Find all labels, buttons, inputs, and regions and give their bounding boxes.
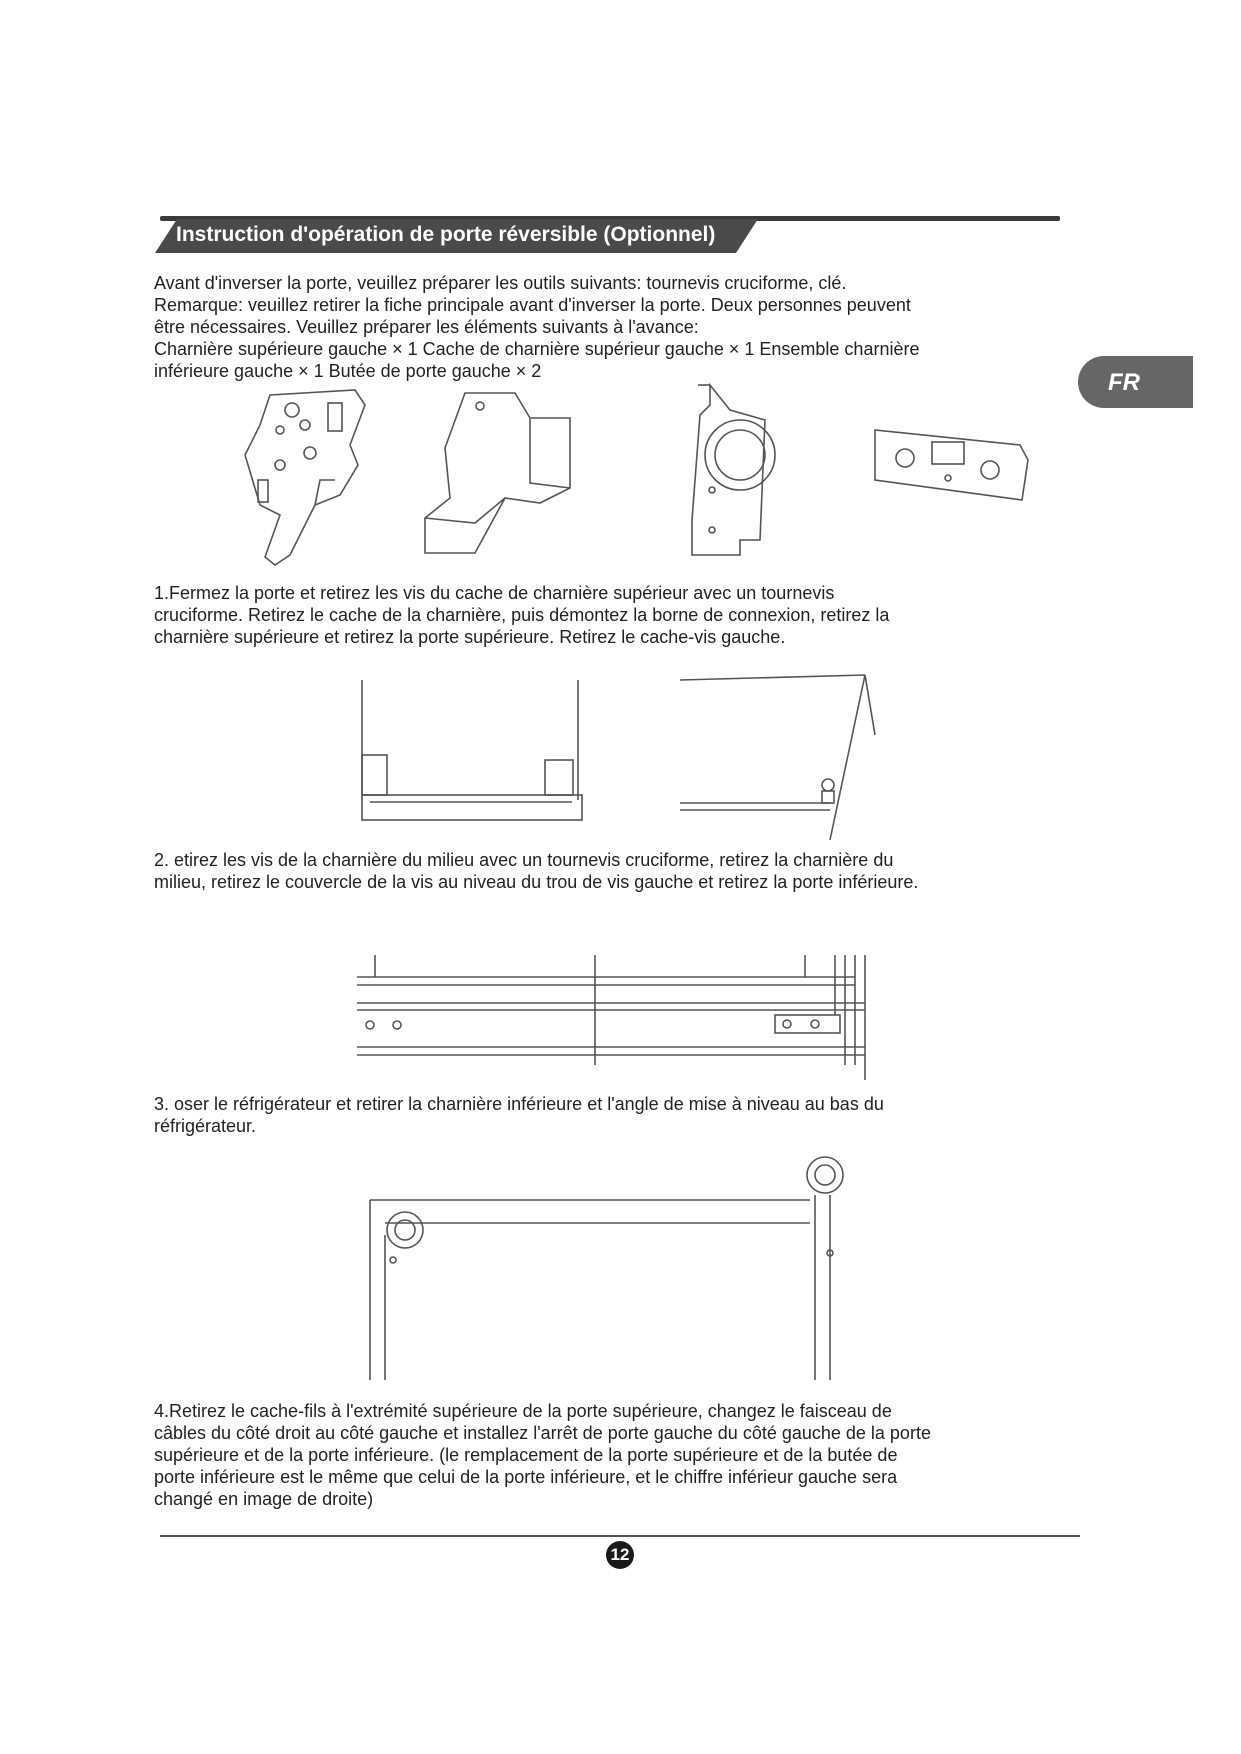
- intro-line: Avant d'inverser la porte, veuillez préparer les outils suivants: tournevis cruciforme, clé.: [154, 273, 847, 293]
- page-number: 12: [606, 1541, 634, 1569]
- step-3-paragraph: [154, 1093, 1034, 1137]
- intro-line: être nécessaires. Veuillez préparer les éléments suivants à l'avance:: [154, 317, 699, 337]
- intro-line: Remarque: veuillez retirer la fiche principale avant d'inverser la porte. Deux personnes peuvent: [154, 295, 911, 315]
- step-3-lower-hinge-illustration: [365, 1155, 855, 1380]
- step-line: câbles du côté droit au côté gauche et installez l'arrêt de porte gauche du côté gauche de la porte: [154, 1423, 931, 1443]
- step-2-middle-hinge-illustration: [355, 955, 875, 1080]
- step-line: 4.Retirez le cache-fils à l'extrémité supérieure de la porte supérieure, changez le faisceau de: [154, 1401, 892, 1421]
- step-4-paragraph: [154, 1400, 1034, 1510]
- hinge-cover-illustration: [420, 388, 580, 558]
- step-line: 1.Fermez la porte et retirez les vis du cache de charnière supérieur avec un tournevis: [154, 583, 835, 603]
- step-line: milieu, retirez le couvercle de la vis au niveau du trou de vis gauche et retirez la porte inférieure.: [154, 872, 919, 892]
- intro-paragraph: [154, 272, 1034, 382]
- door-stop-illustration: [870, 420, 1030, 510]
- step-line: réfrigérateur.: [154, 1116, 257, 1136]
- step-line: charnière supérieure et retirez la porte supérieure. Retirez le cache-vis gauche.: [154, 627, 786, 647]
- footer-rule: [160, 1535, 1080, 1537]
- upper-hinge-illustration: [220, 385, 380, 570]
- step-line: 2. etirez les vis de la charnière du milieu avec un tournevis cruciforme, retirez la charnière du: [154, 850, 894, 870]
- language-tab-label: FR: [1108, 369, 1140, 396]
- step-2-paragraph: [154, 849, 1034, 893]
- lower-hinge-assembly-illustration: [680, 380, 800, 565]
- step-line: supérieure et de la porte inférieure. (le remplacement de la porte supérieure et de la butée de: [154, 1445, 898, 1465]
- section-title: Instruction d'opération de porte réversible (Optionnel): [176, 223, 716, 246]
- step-1-open-door-illustration: [680, 675, 880, 845]
- intro-line: inférieure gauche × 1 Butée de porte gauche × 2: [154, 361, 542, 381]
- step-line: cruciforme. Retirez le cache de la charnière, puis démontez la borne de connexion, retirez la: [154, 605, 890, 625]
- step-line: 3. oser le réfrigérateur et retirer la charnière inférieure et l'angle de mise à niveau au bas du: [154, 1094, 884, 1114]
- step-line: porte inférieure est le même que celui de la porte inférieure, et le chiffre inférieur gauche sera: [154, 1467, 898, 1487]
- step-line: changé en image de droite): [154, 1489, 374, 1509]
- intro-line: Charnière supérieure gauche × 1 Cache de charnière supérieur gauche × 1 Ensemble charnière: [154, 339, 920, 359]
- step-1-paragraph: [154, 582, 1034, 648]
- step-1-closed-door-illustration: [360, 680, 585, 830]
